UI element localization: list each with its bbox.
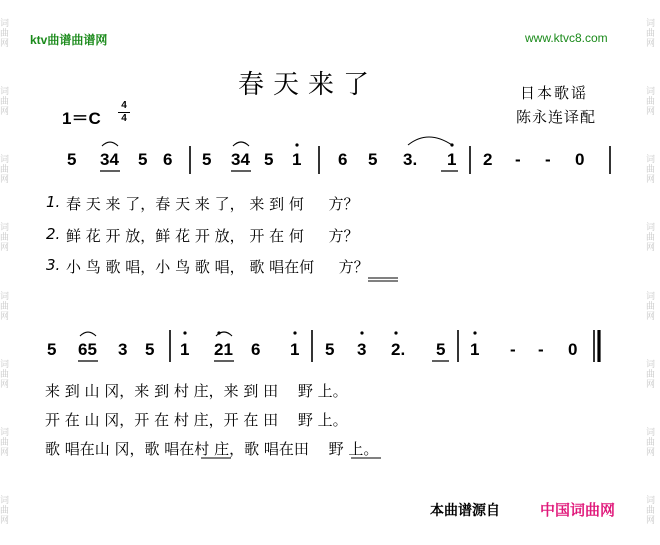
time-signature-bottom: 4: [121, 113, 127, 124]
note: 1: [290, 340, 300, 359]
source-label: 本曲谱源自: [430, 503, 500, 519]
note: 6: [163, 150, 173, 169]
note: 5: [368, 150, 378, 169]
lyric-line: 春 天 来 了，春 天 来 了， 来 到 何 方？: [66, 195, 359, 213]
octave-dot-high: [473, 331, 476, 334]
note: 5: [145, 340, 155, 359]
lyric-line: 小 鸟 歌 唱，小 鸟 歌 唱， 歌 唱在何 方？: [66, 258, 369, 276]
lyric-line: 开 在 山 冈，开 在 村 庄，开 在 田 野 上。: [45, 411, 348, 429]
lyric-line: 鲜 花 开 放，鲜 花 开 放， 开 在 何 方？: [66, 227, 359, 245]
note: 2.: [391, 340, 406, 359]
song-title: 春天来了: [238, 70, 379, 100]
watermark-text: 词曲网: [0, 223, 10, 254]
song-origin: 日本歌谣: [520, 84, 589, 102]
octave-dot-high: [293, 331, 296, 334]
note: 21: [214, 340, 233, 359]
note: 3.: [403, 150, 418, 169]
watermark-text: 词曲网: [0, 155, 10, 186]
note: -: [510, 340, 516, 359]
note: 5: [436, 340, 446, 359]
note: 1: [180, 340, 190, 359]
note: 5: [138, 150, 148, 169]
slur: [80, 332, 96, 336]
note: 2: [483, 150, 493, 169]
watermark-text: 词曲网: [0, 427, 10, 458]
note: 1: [470, 340, 480, 359]
note: 3: [118, 340, 128, 359]
slur: [233, 142, 249, 146]
note: 34: [231, 150, 250, 169]
lyric-line: 来 到 山 冈，来 到 村 庄，来 到 田 野 上。: [45, 382, 348, 400]
key-signature: 1＝C: [62, 109, 101, 128]
note: 5: [325, 340, 335, 359]
watermark-text: 词曲网: [646, 87, 656, 118]
watermark-text: 词曲网: [0, 291, 10, 322]
site-url[interactable]: www.ktvc8.com: [525, 31, 608, 45]
note: 0: [575, 150, 585, 169]
note: 65: [78, 340, 97, 359]
watermark-text: 词曲网: [646, 155, 656, 186]
watermark-text: 词曲网: [0, 495, 10, 526]
octave-dot-high: [217, 331, 220, 334]
watermark-text: 词曲网: [0, 359, 10, 390]
note: 5: [202, 150, 212, 169]
note: 3: [357, 340, 367, 359]
lyric-line: 歌 唱在山 冈，歌 唱在村 庄，歌 唱在田 野 上。: [45, 440, 379, 458]
note: 6: [338, 150, 348, 169]
time-signature-top: 4: [121, 100, 127, 111]
octave-dot-high: [360, 331, 363, 334]
octave-dot-high: [450, 143, 453, 146]
tie: [408, 137, 452, 145]
watermark-text: 词曲网: [646, 427, 656, 458]
site-name[interactable]: ktv曲谱曲谱网: [30, 33, 108, 47]
watermark-text: 词曲网: [646, 359, 656, 390]
note: 5: [47, 340, 57, 359]
note: -: [515, 150, 521, 169]
verse-number: 2.: [46, 225, 61, 243]
note: 6: [251, 340, 261, 359]
octave-dot-high: [183, 331, 186, 334]
song-arranger: 陈永连译配: [516, 108, 597, 126]
octave-dot-high: [295, 143, 298, 146]
watermark-text: 词曲网: [646, 291, 656, 322]
brand-link[interactable]: 中国词曲网: [540, 501, 616, 519]
note: 5: [264, 150, 274, 169]
watermark-text: 词曲网: [646, 19, 656, 50]
slur: [102, 142, 118, 146]
note: 1: [292, 150, 302, 169]
note: 1: [447, 150, 457, 169]
note: 5: [67, 150, 77, 169]
watermark-text: 词曲网: [646, 223, 656, 254]
note: 34: [100, 150, 119, 169]
verse-number: 3.: [46, 256, 61, 274]
watermark-text: 词曲网: [646, 495, 656, 526]
octave-dot-high: [394, 331, 397, 334]
note: -: [538, 340, 544, 359]
watermark-text: 词曲网: [0, 19, 10, 50]
note: 0: [568, 340, 578, 359]
verse-number: 1.: [46, 193, 61, 211]
watermark-text: 词曲网: [0, 87, 10, 118]
note: -: [545, 150, 551, 169]
